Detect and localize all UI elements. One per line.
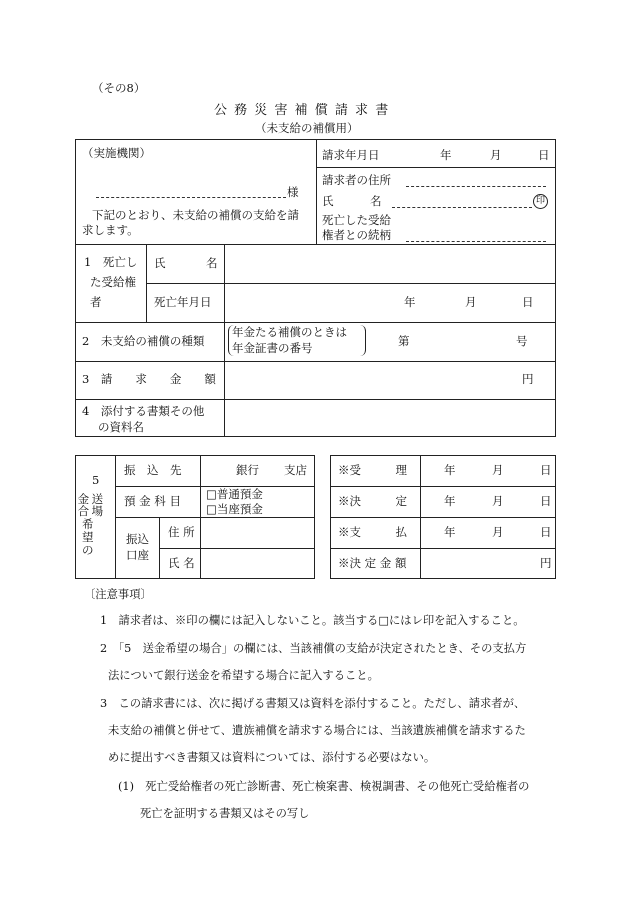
claim-month: 月 xyxy=(490,148,502,162)
decision-day: 日 xyxy=(540,494,552,508)
claim-day: 日 xyxy=(538,148,550,162)
note-3c: めに提出すべき書類又は資料については、添付する必要はない。 xyxy=(108,751,436,764)
account-label-1: 振込 xyxy=(126,532,149,546)
address-field[interactable] xyxy=(406,186,546,187)
note-3-sub1a: (1) 死亡受給権者の死亡診断書、死亡検案書、検視調書、その他死亡受給権者の xyxy=(118,780,530,793)
remit-number: 5 xyxy=(92,473,100,487)
relation-field[interactable] xyxy=(406,241,546,242)
notes-heading: 〔注意事項〕 xyxy=(84,588,152,601)
row-line xyxy=(75,322,556,323)
pension-dai: 第 xyxy=(398,334,410,348)
claim-date-label: 請求年月日 xyxy=(322,148,380,162)
row-line xyxy=(75,244,556,245)
note-2b: 法について銀行送金を希望する場合に記入すること。 xyxy=(108,669,379,682)
payment-month: 月 xyxy=(492,525,504,539)
note-3-sub1b: 死亡を証明する書類又はその写し xyxy=(140,807,310,820)
branch-label: 支店 xyxy=(284,463,307,477)
upper-divider xyxy=(316,139,317,244)
payment-label: ※支 払 xyxy=(338,525,407,539)
row-line xyxy=(75,399,556,400)
row-line xyxy=(75,361,556,362)
death-day: 日 xyxy=(522,295,534,309)
attachments-label-2: の資料名 xyxy=(98,420,144,434)
claim-amount-label: 3 請 求 金 額 xyxy=(82,372,216,386)
decision-label: ※決 定 xyxy=(338,494,407,508)
deceased-name-label-2: 名 xyxy=(206,256,218,270)
deceased-label-1: 1 死亡し xyxy=(84,255,138,269)
receipt-label: ※受 理 xyxy=(338,463,407,477)
seal-mark: 印 xyxy=(533,194,548,209)
futsu-checkbox[interactable]: □普通預金 xyxy=(206,487,263,501)
claim-amount-yen: 円 xyxy=(522,372,534,386)
claimant-name-field[interactable] xyxy=(392,207,532,208)
sama-label: 様 xyxy=(287,185,299,199)
note-2a: 2 「5 送金希望の場合」の欄には、当該補償の支給が決定されたとき、その支払方 xyxy=(100,642,527,655)
death-month: 月 xyxy=(465,295,477,309)
death-date-label: 死亡年月日 xyxy=(154,295,212,309)
remit-label-v5: の xyxy=(82,543,94,557)
remit-label-v4: 望 xyxy=(82,530,94,544)
account-name-label: 氏 名 xyxy=(168,556,195,570)
claimant-name-label-2: 名 xyxy=(370,194,382,208)
request-text-1: 下記のとおり、未支給の補償の支給を請 xyxy=(92,208,299,222)
claimant-name-label-1: 氏 xyxy=(322,194,334,208)
claim-amount-field[interactable] xyxy=(226,363,516,397)
row-line xyxy=(330,486,556,487)
receipt-month: 月 xyxy=(492,463,504,477)
compensation-type-label: 2 未支給の補償の種類 xyxy=(82,334,205,348)
remit-label-v3: 希 xyxy=(82,517,94,531)
pension-note-1: 年金たる補償のときは xyxy=(232,325,347,339)
death-year: 年 xyxy=(404,295,416,309)
agency-name-line xyxy=(96,197,286,198)
request-text-2: 求します。 xyxy=(82,223,139,237)
form-subtitle: （未支給の補償用） xyxy=(255,121,359,135)
deceased-name-label-1: 氏 xyxy=(154,256,166,270)
row-line xyxy=(159,548,315,549)
decision-month: 月 xyxy=(492,494,504,508)
remit-label-v2: 金合 xyxy=(76,493,91,518)
bank-label: 銀行 xyxy=(236,463,259,477)
pension-note-2: 年金証書の番号 xyxy=(232,341,313,355)
attachments-field[interactable] xyxy=(226,401,554,435)
relation-label-1: 死亡した受給 xyxy=(322,213,391,227)
receipt-year: 年 xyxy=(444,463,456,477)
form-number: （その8） xyxy=(92,81,146,95)
note-3b: 未支給の補償と併せて、遺族補償を請求する場合には、当該遺族補償を請求するた xyxy=(108,724,526,737)
furikomi-label: 振 込 先 xyxy=(124,463,182,477)
row-line xyxy=(115,517,315,518)
receipt-day: 日 xyxy=(540,463,552,477)
address-label: 請求者の住所 xyxy=(322,173,391,187)
payment-day: 日 xyxy=(540,525,552,539)
agency-label: （実施機関） xyxy=(82,146,151,160)
attachments-label-1: 4 添付する書類その他 xyxy=(82,404,205,418)
relation-label-2: 権者との続柄 xyxy=(322,228,391,242)
deposit-type-label: 預 金 科 目 xyxy=(124,494,181,508)
payment-year: 年 xyxy=(444,525,456,539)
deceased-label-2: た受給権 xyxy=(90,275,136,289)
row-line xyxy=(146,283,556,284)
col-line xyxy=(224,244,225,437)
row-line xyxy=(316,167,556,168)
decided-amount-label: ※決 定 金 額 xyxy=(338,556,407,570)
remit-label-v1: 送場 xyxy=(90,493,105,518)
deceased-name-field[interactable] xyxy=(226,246,554,281)
toza-checkbox[interactable]: □当座預金 xyxy=(206,502,263,516)
claim-year: 年 xyxy=(440,148,452,162)
note-3a: 3 この請求書には、次に掲げる書類又は資料を添付すること。ただし、請求者が、 xyxy=(100,697,526,710)
decided-amount-yen: 円 xyxy=(540,556,552,570)
decision-year: 年 xyxy=(444,494,456,508)
deceased-label-3: 者 xyxy=(90,295,102,309)
account-label-2: 口座 xyxy=(126,548,149,562)
row-line xyxy=(330,548,556,549)
pension-go: 号 xyxy=(516,334,528,348)
form-title: 公務災害補償請求書 xyxy=(214,103,396,118)
account-address-label: 住 所 xyxy=(168,525,195,539)
row-line xyxy=(330,517,556,518)
note-1: 1 請求者は、※印の欄には記入しないこと。該当する□にはレ印を記入すること。 xyxy=(100,614,525,627)
